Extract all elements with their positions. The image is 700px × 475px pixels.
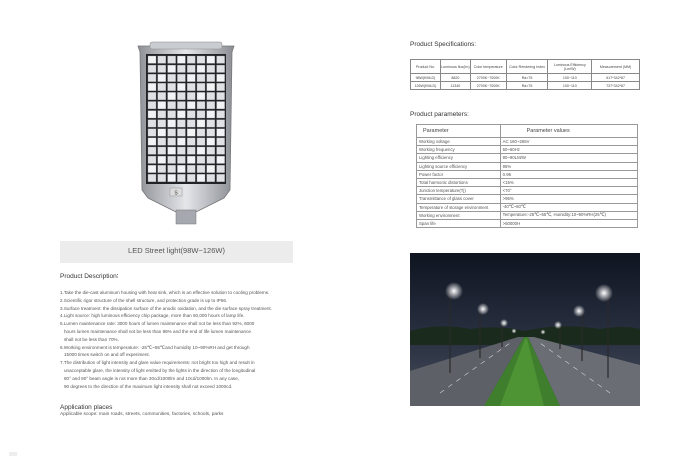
parameter-name: Junction temperature(Tj) <box>417 187 501 195</box>
table-row <box>417 219 638 227</box>
table-row <box>417 138 638 146</box>
specifications-title: Product Specifications: <box>410 41 477 48</box>
led-module <box>158 174 166 181</box>
table-row <box>417 146 638 154</box>
led-module <box>158 120 166 127</box>
table-header-row <box>411 60 640 74</box>
led-module <box>197 156 205 163</box>
parameter-value: Temperature:-25℃~55℃, Humidity:10~90%RH(25℃) <box>500 211 637 219</box>
led-module <box>207 74 215 81</box>
list-item <box>60 297 300 305</box>
led-module <box>148 174 156 181</box>
spec-cell: 100~110 <box>548 82 592 90</box>
spec-cell: 11340 <box>440 82 470 90</box>
led-module <box>168 83 176 90</box>
led-module <box>187 138 195 145</box>
list-item <box>60 289 300 297</box>
description-line: 15000 times switch on and off experiment. <box>64 352 150 358</box>
led-module <box>148 56 156 63</box>
led-module <box>168 65 176 72</box>
parameter-value: -40℃~60℃ <box>500 203 637 211</box>
parameter-name: Transmittance of glass cover <box>417 195 501 203</box>
led-module <box>177 56 185 63</box>
table-row <box>417 178 638 186</box>
header-values: Parameter values <box>500 125 637 138</box>
description-line: 1.Take the die-cast aluminum housing with heat sink, which is an effective solution to cooling problems. <box>60 290 270 295</box>
led-module <box>148 92 156 99</box>
led-module <box>158 165 166 172</box>
led-module <box>197 111 205 118</box>
spec-cell: 98W(KMLD) <box>411 74 441 82</box>
led-module <box>197 65 205 72</box>
parameter-value: AC 160~265V <box>500 138 637 146</box>
parameter-value: >95% <box>500 195 637 203</box>
led-module <box>168 92 176 99</box>
led-module <box>148 102 156 109</box>
led-module <box>158 147 166 154</box>
led-module <box>197 147 205 154</box>
led-module <box>168 138 176 145</box>
led-module <box>217 120 225 127</box>
parameter-name: Working environment <box>417 211 501 219</box>
table-row <box>417 203 638 211</box>
led-module <box>158 56 166 63</box>
led-module <box>158 74 166 81</box>
led-module <box>217 83 225 90</box>
led-module <box>207 56 215 63</box>
led-module <box>197 92 205 99</box>
led-module <box>187 174 195 181</box>
header-parameter: Parameter <box>417 125 501 138</box>
led-module <box>217 147 225 154</box>
led-module <box>158 102 166 109</box>
led-module <box>158 65 166 72</box>
corner-mark <box>9 452 17 456</box>
spec-cell: 100~110 <box>548 74 592 82</box>
led-module <box>168 111 176 118</box>
led-module <box>158 92 166 99</box>
spec-cell: Ra>75 <box>506 74 548 82</box>
led-module <box>207 120 215 127</box>
description-line: 90 degrees to the direction of the maximum light intensity shall not exceed 1000cd. <box>64 383 233 389</box>
led-module <box>177 102 185 109</box>
led-module <box>207 92 215 99</box>
led-module <box>197 74 205 81</box>
led-module <box>187 65 195 72</box>
led-module <box>177 65 185 72</box>
led-module <box>158 111 166 118</box>
application-title: Application places <box>60 404 113 411</box>
product-caption: LED Street light(98W~126W) <box>128 246 225 255</box>
parameter-value: <15% <box>500 178 637 186</box>
list-item <box>60 320 300 343</box>
led-module <box>187 129 195 136</box>
led-module <box>197 56 205 63</box>
led-module <box>168 120 176 127</box>
spec-cell: 617*342*87 <box>592 74 640 82</box>
led-module <box>168 102 176 109</box>
parameter-name: Working frequency <box>417 146 501 154</box>
led-module <box>177 165 185 172</box>
led-module <box>168 174 176 181</box>
led-module <box>217 111 225 118</box>
led-module <box>187 147 195 154</box>
table-row <box>411 74 640 82</box>
spec-cell: 8820 <box>440 74 470 82</box>
led-module <box>168 147 176 154</box>
led-module <box>148 74 156 81</box>
led-module <box>197 174 205 181</box>
led-module <box>207 156 215 163</box>
led-module <box>177 83 185 90</box>
description-line: 7.The distribution of light intensity and glare value requirements: not bright too high and result in <box>60 360 255 366</box>
led-module <box>177 74 185 81</box>
list-item <box>60 312 300 320</box>
list-item <box>60 344 300 360</box>
led-module <box>197 129 205 136</box>
parameter-value: 80~90LM/W <box>500 154 637 162</box>
led-module <box>148 83 156 90</box>
led-module <box>187 120 195 127</box>
led-module <box>148 138 156 145</box>
led-module <box>187 102 195 109</box>
table-row <box>417 195 638 203</box>
led-module <box>158 129 166 136</box>
led-module <box>197 165 205 172</box>
spec-header-cell: Measurement (MM) <box>592 60 640 74</box>
led-module <box>187 111 195 118</box>
list-item <box>60 359 300 390</box>
table-row <box>417 162 638 170</box>
parameter-value: <70° <box>500 187 637 195</box>
led-module <box>217 56 225 63</box>
lamp-badge: S <box>174 190 178 197</box>
led-module <box>148 120 156 127</box>
led-module <box>177 129 185 136</box>
led-module <box>158 138 166 145</box>
led-module <box>207 165 215 172</box>
spec-header-cell: Color temperature <box>470 60 506 74</box>
led-module <box>148 129 156 136</box>
led-module <box>217 165 225 172</box>
list-item <box>60 305 300 313</box>
led-module <box>177 138 185 145</box>
led-module <box>187 74 195 81</box>
spec-cell: Ra>75 <box>506 82 548 90</box>
led-module <box>197 138 205 145</box>
spec-header-cell: Product No. <box>411 60 441 74</box>
led-module <box>207 65 215 72</box>
led-module <box>158 156 166 163</box>
parameter-name: Power factor <box>417 170 501 178</box>
parameter-name: Working voltage <box>417 138 501 146</box>
street-light-photo <box>410 253 640 406</box>
description-line: 4.Light source: high luminous efficiency chip package, more than 50,000 hours of lamp life. <box>60 313 245 319</box>
led-street-light-image <box>130 40 242 230</box>
description-line: shall not be less than 70%. <box>64 336 119 342</box>
parameters-title: Product parameters: <box>410 111 469 118</box>
led-module <box>207 147 215 154</box>
led-module <box>217 102 225 109</box>
parameter-name: Span life <box>417 219 501 227</box>
spec-cell: 2700K~7000K <box>470 74 506 82</box>
description-line: 3.Surface treatment: the dissipation surface of the anodic oxidation, and the die surface spray treatment. <box>60 305 272 311</box>
led-module <box>217 129 225 136</box>
led-module <box>207 102 215 109</box>
led-module <box>148 156 156 163</box>
led-module <box>148 165 156 172</box>
led-module <box>158 83 166 90</box>
led-module <box>197 120 205 127</box>
application-text: Applicable scope: main roads, streets, communities, factories, schools, parks <box>60 412 224 417</box>
led-module <box>168 129 176 136</box>
led-module <box>197 102 205 109</box>
description-line: hours lumen maintenance shall not be less than 86% and the end of life lumen maintenance <box>64 328 251 334</box>
led-module <box>217 156 225 163</box>
description-line: unacceptable glare, the intensity of light emitted by the lights in the direction of the longitudinal <box>64 367 256 373</box>
led-module <box>217 65 225 72</box>
parameter-name: Temperature of storage environment <box>417 203 501 211</box>
parameter-value: >50000H <box>500 219 637 227</box>
parameter-value: 0.96 <box>500 170 637 178</box>
led-module <box>187 56 195 63</box>
led-module <box>207 174 215 181</box>
led-module <box>217 92 225 99</box>
description-line: 80° and 90° beam angle is not more than 30cd/1000lm and 10cd/1000lm. In any case, <box>64 375 240 381</box>
description-title: Product Description∶ <box>60 273 119 280</box>
table-header-row <box>417 125 638 138</box>
led-module <box>148 65 156 72</box>
led-module <box>168 74 176 81</box>
led-module <box>217 138 225 145</box>
led-module <box>207 129 215 136</box>
table-row <box>417 154 638 162</box>
led-module <box>168 156 176 163</box>
parameter-name: Total harmonic distortions <box>417 178 501 186</box>
parameter-value: 95% <box>500 162 637 170</box>
led-module <box>207 83 215 90</box>
parameter-name: Lighting source efficiency <box>417 162 501 170</box>
description-list <box>60 289 300 390</box>
spec-cell: 737*342*87 <box>592 82 640 90</box>
led-module <box>187 165 195 172</box>
led-module <box>177 111 185 118</box>
description-line: 6.Working environment is temperature: -25℃~55℃and humidity 10~90%RH and get through <box>60 344 250 350</box>
parameters-table <box>416 124 638 228</box>
spec-cell: 2700K~7000K <box>470 82 506 90</box>
table-row <box>417 211 638 219</box>
led-module <box>177 120 185 127</box>
description-line: 2.Scientific rigor structure of the shell structure, and protection grade is up to IP66. <box>60 297 228 303</box>
led-module <box>177 147 185 154</box>
parameter-value: 50~60Hz <box>500 146 637 154</box>
spec-header-cell: Luminous flux(lm) <box>440 60 470 74</box>
parameter-name: Lighting efficiency <box>417 154 501 162</box>
table-row <box>417 170 638 178</box>
led-module <box>177 156 185 163</box>
led-module <box>217 74 225 81</box>
led-module <box>207 138 215 145</box>
specifications-table <box>410 59 640 90</box>
led-module <box>168 165 176 172</box>
led-module <box>217 174 225 181</box>
led-module <box>197 83 205 90</box>
led-module <box>168 56 176 63</box>
led-module <box>187 83 195 90</box>
description-line: 5.Lumen maintenance rate: 3000 hours of lumen maintenance shall not be less than 92%, 6000 <box>60 321 255 327</box>
table-row <box>417 187 638 195</box>
led-module <box>207 111 215 118</box>
led-module <box>177 92 185 99</box>
led-module <box>148 111 156 118</box>
spec-header-cell: Color Rendering Index <box>506 60 548 74</box>
led-module <box>148 147 156 154</box>
spec-cell: 126W(KMLD) <box>411 82 441 90</box>
led-module <box>177 174 185 181</box>
led-module <box>187 92 195 99</box>
table-row <box>411 82 640 90</box>
led-module <box>187 156 195 163</box>
spec-header-cell: Luminous Efficiency (Lm/W) <box>548 60 592 74</box>
